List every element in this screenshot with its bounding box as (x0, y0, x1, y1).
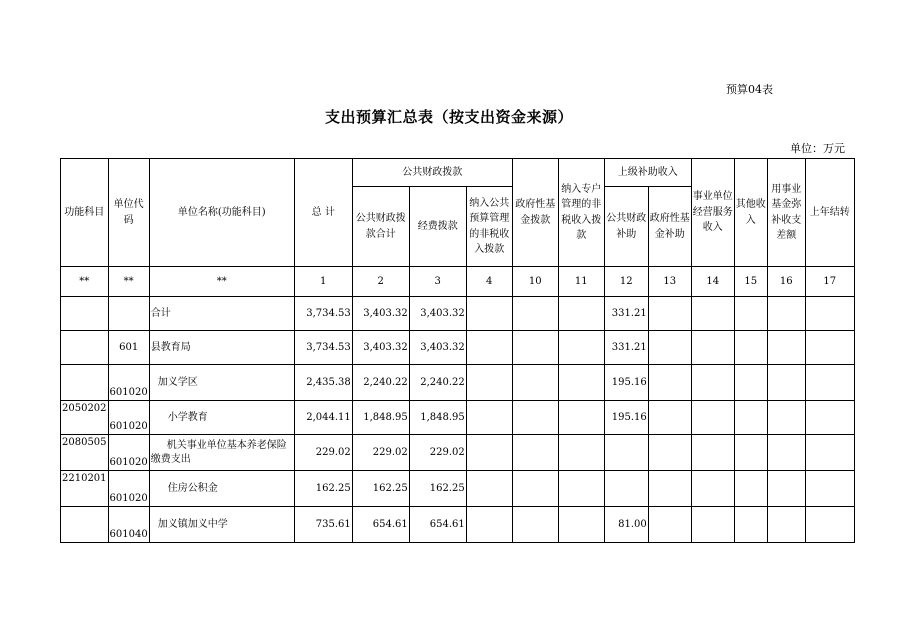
empty-cell (512, 507, 558, 543)
header-pf-funds: 经费拨款 (409, 187, 466, 267)
unit-code-cell: 601020 (108, 365, 149, 401)
empty-cell (558, 471, 604, 507)
empty-cell (558, 331, 604, 365)
func-code-cell (61, 331, 109, 365)
unit-code-cell: 601020 (108, 471, 149, 507)
table-row (61, 435, 855, 471)
pf-total-cell: 3,403.32 (352, 331, 409, 365)
sup-public-cell: 331.21 (604, 331, 648, 365)
form-number: 预算04表 (726, 83, 773, 96)
empty-cell (734, 471, 767, 507)
empty-cell (734, 331, 767, 365)
unit-name-cell: 合计 (149, 297, 294, 331)
empty-cell (648, 297, 691, 331)
page-title: 支出预算汇总表（按支出资金来源） (324, 108, 573, 126)
header-carryover: 上年结转 (805, 159, 854, 267)
unit-code-cell: 601 (108, 331, 149, 365)
index-cell: 3 (409, 267, 466, 297)
sup-public-cell (604, 435, 648, 471)
index-cell: ** (108, 267, 149, 297)
empty-cell (558, 401, 604, 435)
table-row (61, 331, 855, 365)
pf-funds-cell: 1,848.95 (409, 401, 466, 435)
header-gov-fund: 政府性基金拨款 (512, 159, 558, 267)
empty-cell (805, 365, 854, 401)
empty-cell (648, 471, 691, 507)
empty-cell (734, 401, 767, 435)
func-code-cell: 2050202 (61, 401, 109, 435)
unit-code-cell: 601040 (108, 507, 149, 543)
pf-total-cell: 229.02 (352, 435, 409, 471)
pf-total-cell: 2,240.22 (352, 365, 409, 401)
table-row (61, 471, 855, 507)
budget-table (60, 158, 855, 543)
total-cell: 162.25 (294, 471, 352, 507)
empty-cell (466, 435, 512, 471)
pf-funds-cell: 3,403.32 (409, 331, 466, 365)
empty-cell (512, 471, 558, 507)
empty-cell (512, 401, 558, 435)
empty-cell (691, 507, 734, 543)
empty-cell (805, 471, 854, 507)
empty-cell (558, 297, 604, 331)
empty-cell (691, 401, 734, 435)
pf-total-cell: 654.61 (352, 507, 409, 543)
unit-name-cell: 住房公积金 (149, 471, 294, 507)
pf-funds-cell: 2,240.22 (409, 365, 466, 401)
header-biz-income: 事业单位经营服务收入 (691, 159, 734, 267)
header-unit-name: 单位名称(功能科目) (149, 159, 294, 267)
empty-cell (691, 365, 734, 401)
empty-cell (648, 365, 691, 401)
table-row (61, 297, 855, 331)
header-biz-fund: 用事业基金弥补收支差额 (767, 159, 805, 267)
empty-cell (466, 401, 512, 435)
empty-cell (767, 297, 805, 331)
empty-cell (805, 435, 854, 471)
func-code-cell (61, 365, 109, 401)
empty-cell (767, 435, 805, 471)
unit-name-cell: 县教育局 (149, 331, 294, 365)
empty-cell (648, 331, 691, 365)
empty-cell (767, 507, 805, 543)
index-row (61, 267, 855, 297)
unit-code-cell (108, 297, 149, 331)
empty-cell (734, 435, 767, 471)
header-special-nontax: 纳入专户管理的非税收入拨款 (558, 159, 604, 267)
pf-total-cell: 1,848.95 (352, 401, 409, 435)
sup-public-cell: 331.21 (604, 297, 648, 331)
empty-cell (805, 507, 854, 543)
pf-funds-cell: 162.25 (409, 471, 466, 507)
table-row (61, 507, 855, 543)
empty-cell (558, 365, 604, 401)
empty-cell (512, 331, 558, 365)
unit-code-cell: 601020 (108, 435, 149, 471)
empty-cell (767, 471, 805, 507)
header-func-code: 功能科目 (61, 159, 109, 267)
header-superior: 上级补助收入 (604, 159, 691, 187)
header-sup-public: 公共财政补助 (604, 187, 648, 267)
header-total: 总 计 (294, 159, 352, 267)
empty-cell (466, 297, 512, 331)
sup-public-cell (604, 471, 648, 507)
index-cell: 1 (294, 267, 352, 297)
index-cell: ** (61, 267, 109, 297)
total-cell: 735.61 (294, 507, 352, 543)
index-cell: 13 (648, 267, 691, 297)
sup-public-cell: 81.00 (604, 507, 648, 543)
empty-cell (767, 365, 805, 401)
header-pf-total: 公共财政拨款合计 (352, 187, 409, 267)
unit-name-cell: 加义镇加义中学 (149, 507, 294, 543)
func-code-cell (61, 297, 109, 331)
empty-cell (648, 435, 691, 471)
empty-cell (734, 507, 767, 543)
total-cell: 3,734.53 (294, 331, 352, 365)
empty-cell (734, 297, 767, 331)
func-code-cell (61, 507, 109, 543)
header-public-finance: 公共财政拨款 (352, 159, 512, 187)
empty-cell (466, 331, 512, 365)
empty-cell (648, 507, 691, 543)
empty-cell (466, 507, 512, 543)
empty-cell (466, 471, 512, 507)
total-cell: 2,044.11 (294, 401, 352, 435)
header-unit-code: 单位代码 (108, 159, 149, 267)
empty-cell (691, 331, 734, 365)
pf-funds-cell: 654.61 (409, 507, 466, 543)
index-cell: 17 (805, 267, 854, 297)
pf-funds-cell: 229.02 (409, 435, 466, 471)
empty-cell (558, 435, 604, 471)
index-cell: 2 (352, 267, 409, 297)
pf-total-cell: 3,403.32 (352, 297, 409, 331)
unit-name-cell: 加义学区 (149, 365, 294, 401)
index-cell: 4 (466, 267, 512, 297)
total-cell: 3,734.53 (294, 297, 352, 331)
table-row (61, 365, 855, 401)
empty-cell (512, 435, 558, 471)
header-other-income: 其他收入 (734, 159, 767, 267)
unit-code-cell: 601020 (108, 401, 149, 435)
unit-name-cell: 机关事业单位基本养老保险缴费支出 (149, 435, 294, 471)
total-cell: 229.02 (294, 435, 352, 471)
index-cell: 15 (734, 267, 767, 297)
total-cell: 2,435.38 (294, 365, 352, 401)
index-cell: ** (149, 267, 294, 297)
empty-cell (734, 365, 767, 401)
empty-cell (512, 365, 558, 401)
empty-cell (767, 331, 805, 365)
pf-total-cell: 162.25 (352, 471, 409, 507)
unit-label: 单位：万元 (790, 142, 845, 155)
index-cell: 14 (691, 267, 734, 297)
pf-funds-cell: 3,403.32 (409, 297, 466, 331)
header-sup-gov: 政府性基金补助 (648, 187, 691, 267)
unit-name-cell: 小学教育 (149, 401, 294, 435)
empty-cell (767, 401, 805, 435)
empty-cell (805, 331, 854, 365)
empty-cell (648, 401, 691, 435)
func-code-cell: 2080505 (61, 435, 109, 471)
index-cell: 10 (512, 267, 558, 297)
empty-cell (691, 297, 734, 331)
empty-cell (805, 297, 854, 331)
empty-cell (466, 365, 512, 401)
header-pf-nontax: 纳入公共预算管理的非税收入拨款 (466, 187, 512, 267)
sup-public-cell: 195.16 (604, 365, 648, 401)
index-cell: 12 (604, 267, 648, 297)
sup-public-cell: 195.16 (604, 401, 648, 435)
index-cell: 11 (558, 267, 604, 297)
empty-cell (512, 297, 558, 331)
table-row (61, 401, 855, 435)
index-cell: 16 (767, 267, 805, 297)
func-code-cell: 2210201 (61, 471, 109, 507)
empty-cell (558, 507, 604, 543)
empty-cell (691, 435, 734, 471)
empty-cell (691, 471, 734, 507)
empty-cell (805, 401, 854, 435)
